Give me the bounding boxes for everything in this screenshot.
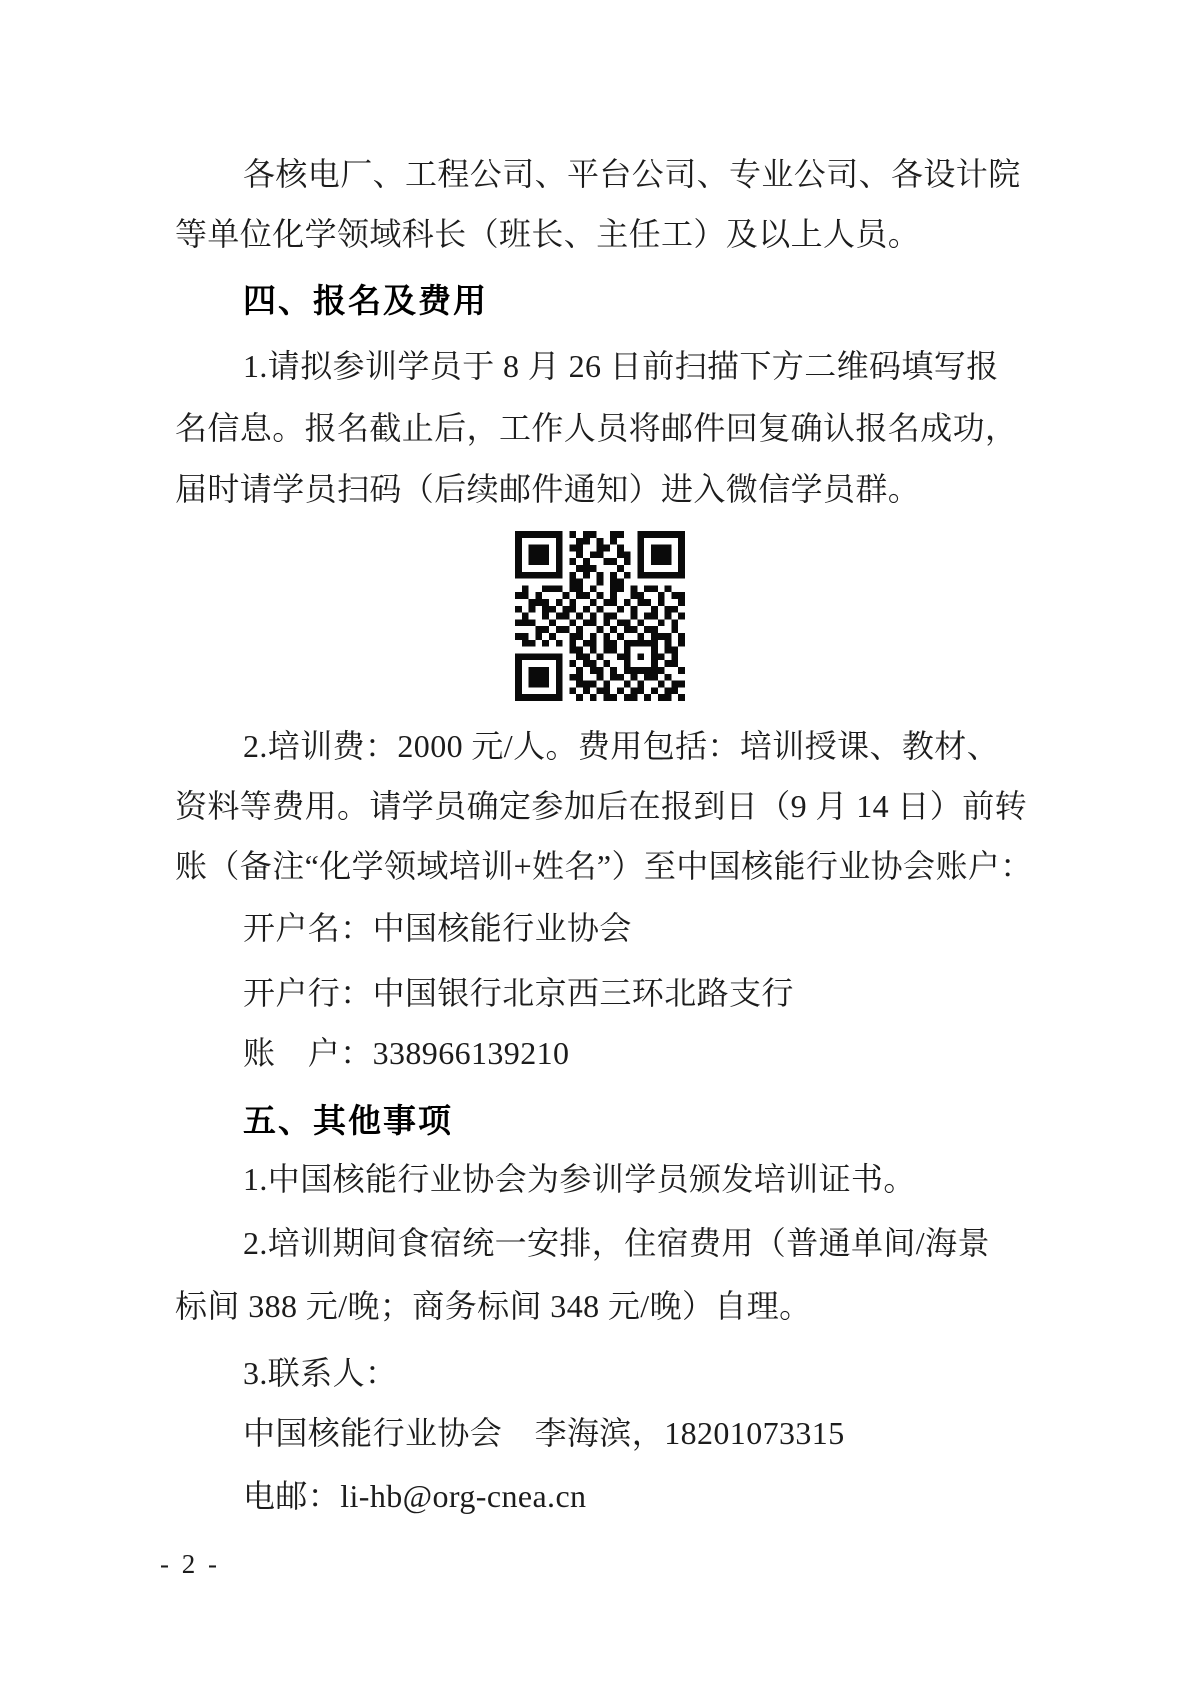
line-bank-branch: 开户行：中国银行北京西三环北路支行 bbox=[243, 975, 794, 1011]
line-contact-label: 3.联系人： bbox=[243, 1355, 398, 1391]
line-account-number: 账 户：338966139210 bbox=[243, 1035, 570, 1071]
qr-code bbox=[515, 531, 685, 701]
line-certificate: 1.中国核能行业协会为参训学员颁发培训证书。 bbox=[243, 1161, 916, 1197]
line-fee-1: 2.培训费：2000 元/人。费用包括：培训授课、教材、 bbox=[243, 728, 1000, 764]
line-audience-1: 各核电厂、工程公司、平台公司、专业公司、各设计院 bbox=[243, 156, 1021, 192]
line-accommodation-2: 标间 388 元/晚；商务标间 348 元/晚）自理。 bbox=[175, 1288, 812, 1324]
line-fee-2: 资料等费用。请学员确定参加后在报到日（9 月 14 日）前转 bbox=[175, 788, 1028, 824]
qr-code-svg bbox=[515, 531, 685, 701]
heading-registration-and-fees: 四、报名及费用 bbox=[243, 282, 488, 319]
line-contact-email: 电邮：li-hb@org-cnea.cn bbox=[243, 1478, 587, 1514]
line-registration-3: 届时请学员扫码（后续邮件通知）进入微信学员群。 bbox=[175, 471, 921, 507]
line-registration-2: 名信息。报名截止后，工作人员将邮件回复确认报名成功， bbox=[175, 410, 1018, 446]
line-audience-2: 等单位化学领域科长（班长、主任工）及以上人员。 bbox=[175, 216, 921, 252]
heading-other-matters: 五、其他事项 bbox=[243, 1102, 453, 1139]
line-account-name: 开户名：中国核能行业协会 bbox=[243, 910, 632, 946]
line-contact-person: 中国核能行业协会 李海滨，18201073315 bbox=[243, 1415, 845, 1451]
page-number: - 2 - bbox=[160, 1549, 220, 1579]
line-fee-3: 账（备注“化学领域培训+姓名”）至中国核能行业协会账户： bbox=[175, 848, 1033, 884]
line-accommodation-1: 2.培训期间食宿统一安排，住宿费用（普通单间/海景 bbox=[243, 1225, 990, 1261]
line-registration-1: 1.请拟参训学员于 8 月 26 日前扫描下方二维码填写报 bbox=[243, 348, 999, 384]
